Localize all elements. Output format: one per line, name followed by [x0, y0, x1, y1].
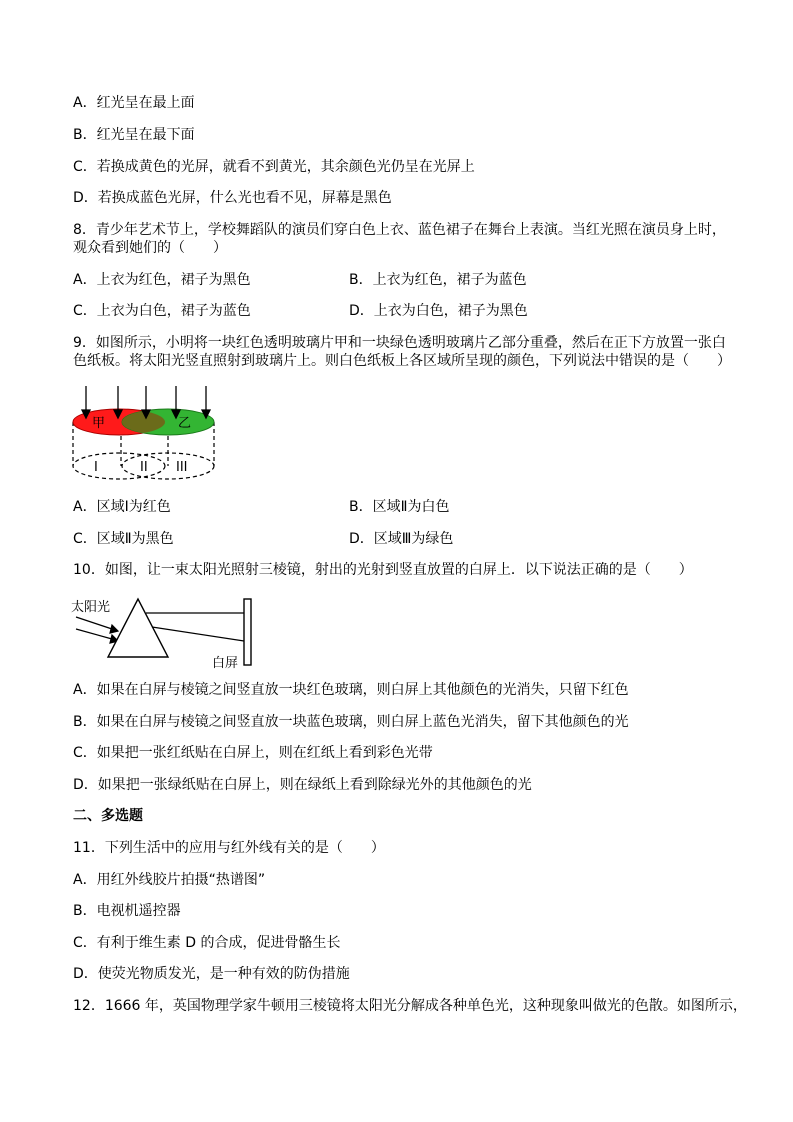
q11-stem: 11．下列生活中的应用与红外线有关的是（ ）	[73, 840, 385, 856]
q11-option-b: B．电视机遥控器	[73, 903, 181, 919]
white-screen	[244, 599, 251, 665]
q9-option-c: C．区域Ⅱ为黑色	[73, 531, 174, 547]
q10-figure-prism	[68, 595, 258, 673]
region-2-label: II	[140, 460, 148, 475]
section-title-multiple-choice: 二、多选题	[73, 808, 143, 824]
q9-option-d: D．区域Ⅲ为绿色	[349, 531, 454, 547]
q11-option-c: C．有利于维生素 D 的合成，促进骨骼生长	[73, 935, 341, 951]
q9-option-a: A．区域Ⅰ为红色	[73, 499, 171, 515]
q8-option-c: C．上衣为白色，裙子为蓝色	[73, 303, 251, 319]
label-yi: 乙	[178, 416, 192, 431]
region-1-label: I	[94, 460, 98, 475]
q10-option-a: A．如果在白屏与棱镜之间竖直放一块红色玻璃，则白屏上其他颜色的光消失，只留下红色	[73, 682, 629, 698]
q9-stem-line2: 色纸板。将太阳光竖直照射到玻璃片上。则白色纸板上各区域所呈现的颜色，下列说法中错误的是（ ）	[73, 353, 731, 369]
q10-option-b: B．如果在白屏与棱镜之间竖直放一块蓝色玻璃，则白屏上蓝色光消失，留下其他颜色的光	[73, 714, 629, 730]
screen-label: 白屏	[212, 656, 239, 671]
q12-stem: 12．1666 年，英国物理学家牛顿用三棱镜将太阳光分解成各种单色光，这种现象叫做光的色散。如图所示，	[73, 998, 747, 1014]
q9-stem-line1: 9．如图所示，小明将一块红色透明玻璃片甲和一块绿色透明玻璃片乙部分重叠，然后在正下方放置一张白	[73, 335, 726, 351]
q7-option-b: B．红光呈在最下面	[73, 127, 195, 143]
q8-stem-line1: 8．青少年艺术节上，学校舞蹈队的演员们穿白色上衣、蓝色裙子在舞台上表演。当红光照在演员身上时，	[73, 222, 726, 238]
q9-figure-glass-plates	[66, 382, 226, 484]
q8-option-a: A．上衣为红色，裙子为黑色	[73, 272, 251, 288]
q8-option-b: B．上衣为红色，裙子为蓝色	[349, 272, 527, 288]
q8-stem-line2: 观众看到她们的（ ）	[73, 240, 227, 256]
q10-option-d: D．如果把一张绿纸贴在白屏上，则在绿纸上看到除绿光外的其他颜色的光	[73, 777, 532, 793]
region-3-label: III	[176, 460, 188, 475]
q7-option-a: A．红光呈在最上面	[73, 95, 195, 111]
q7-option-c: C．若换成黄色的光屏，就看不到黄光，其余颜色光仍呈在光屏上	[73, 159, 475, 175]
q8-option-d: D．上衣为白色，裙子为黑色	[349, 303, 528, 319]
label-jia: 甲	[92, 416, 106, 431]
q11-option-a: A．用红外线胶片拍摄“热谱图”	[73, 872, 266, 888]
q10-stem: 10．如图，让一束太阳光照射三棱镜，射出的光射到竖直放置的白屏上．以下说法正确的是（ ）	[73, 562, 693, 578]
sunlight-label: 太阳光	[71, 600, 111, 615]
q10-option-c: C．如果把一张红纸贴在白屏上，则在红纸上看到彩色光带	[73, 745, 433, 761]
q9-option-b: B．区域Ⅱ为白色	[349, 499, 450, 515]
q11-option-d: D．使荧光物质发光，是一种有效的防伪措施	[73, 966, 350, 982]
q7-option-d: D．若换成蓝色光屏，什么光也看不见，屏幕是黑色	[73, 190, 392, 206]
